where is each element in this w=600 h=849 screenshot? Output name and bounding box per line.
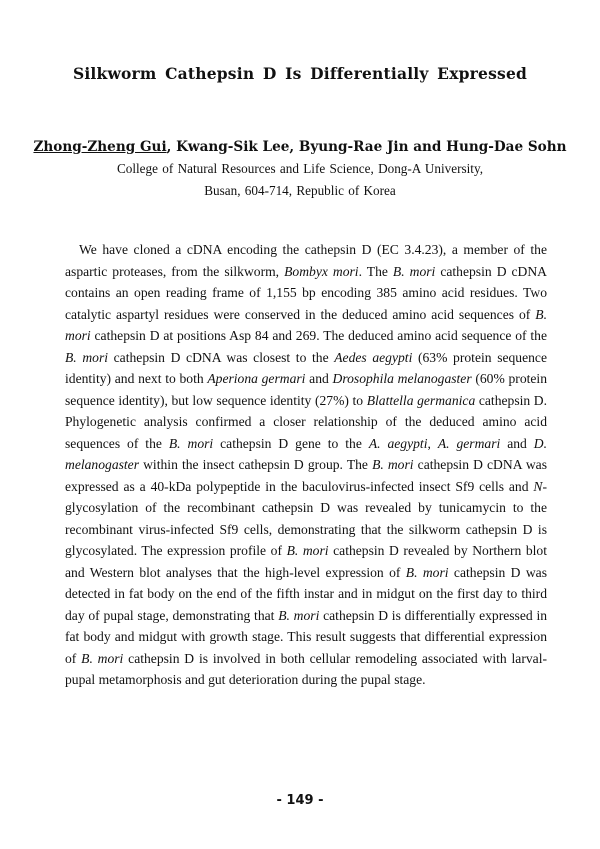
abstract-text: -glycosylation of the recombinant cathepsin D was revealed by tunicamycin to the recombinant virus-infected Sf9 cells, demonstrating that the silkworm cathepsin D is glycosylated. The expression profile of — [65, 478, 547, 558]
italic-term: Drosophila melanogaster — [332, 371, 472, 386]
italic-term: B. mori — [168, 435, 214, 451]
abstract-text: . The — [358, 263, 393, 279]
abstract-text: cathepsin D is differentially expressed in fat body and midgut with growth stage. This result suggests that differential expression of — [65, 607, 548, 666]
other-authors: , Kwang-Sik Lee, Byung-Rae Jin and Hung-Dae Sohn — [166, 139, 567, 155]
abstract-text: , — [427, 435, 438, 451]
abstract-text: cathepsin D is involved in both cellular remodeling associated with larval-pupal metamorphosis and gut deterioration during the pupal stage. — [65, 650, 547, 687]
author-line — [0, 139, 600, 155]
abstract-text: We have cloned a cDNA encoding the cathepsin D (EC 3.4.23), a member of the aspartic proteases, from the silkworm, — [65, 242, 547, 279]
italic-term: A. germari — [437, 435, 501, 451]
italic-term: Aperiona germari — [207, 371, 306, 386]
abstract-text: within the insect cathepsin D group. The — [139, 457, 373, 472]
abstract-text: cathepsin D gene to the — [213, 435, 369, 451]
italic-term: B. mori — [81, 650, 124, 666]
abstract-text: and — [305, 371, 333, 386]
italic-term: B. mori — [278, 607, 320, 623]
affiliation-line-1: College of Natural Resources and Life Science, Dong-A University, — [116, 161, 484, 176]
abstract-text: and — [500, 435, 534, 451]
italic-term: N — [533, 478, 543, 494]
abstract-text: cathepsin D at positions Asp 84 and 269. The deduced amino acid sequence of the — [90, 328, 547, 343]
abstract-text: (60% protein sequence identity), but low sequence identity (27%) to — [65, 371, 547, 408]
italic-term: A. aegypti — [368, 435, 428, 451]
italic-term: B. mori — [392, 263, 436, 279]
abstract-text: (63% protein sequence identity) and next to both — [65, 349, 548, 386]
abstract-text: cathepsin D revealed by Northern blot and Western blot analyses that the high-level expression of — [65, 543, 548, 580]
abstract-text: cathepsin D cDNA contains an open reading frame of 1,155 bp encoding 385 amino acid residues. Two catalytic aspartyl residues were conserved in the deduced amino acid sequences of — [65, 263, 548, 322]
abstract-text: cathepsin D cDNA was expressed as a 40-kDa polypeptide in the baculovirus-infected insect Sf9 cells and — [65, 457, 548, 494]
page-number: - 149 - — [276, 793, 324, 808]
italic-term: B. mori — [65, 306, 547, 343]
italic-term: Blattella germanica — [366, 392, 476, 408]
italic-term: B. mori — [405, 564, 449, 580]
first-author: Zhong-Zheng Gui — [33, 139, 167, 155]
abstract-paragraph — [65, 239, 547, 691]
abstract-text: cathepsin D was detected in fat body on the end of the fifth instar and in midgut on the first day to third day of pupal stage, demonstrating that — [65, 564, 547, 623]
italic-term: Bombyx mori — [284, 263, 359, 279]
paper-title: Silkworm Cathepsin D Is Differentially Expressed — [72, 64, 528, 83]
abstract-text: cathepsin D. Phylogenetic analysis confirmed a closer relationship of the deduced amino acid sequences of the — [65, 392, 547, 451]
italic-term: B. mori — [65, 349, 109, 365]
italic-term: Aedes aegypti — [334, 349, 413, 365]
abstract-text: cathepsin D cDNA was closest to the — [108, 349, 335, 365]
affiliation-line-2: Busan, 604-714, Republic of Korea — [204, 183, 396, 198]
italic-term: B. mori — [372, 457, 414, 472]
italic-term: B. mori — [286, 543, 329, 558]
italic-term: D. melanogaster — [65, 435, 548, 472]
